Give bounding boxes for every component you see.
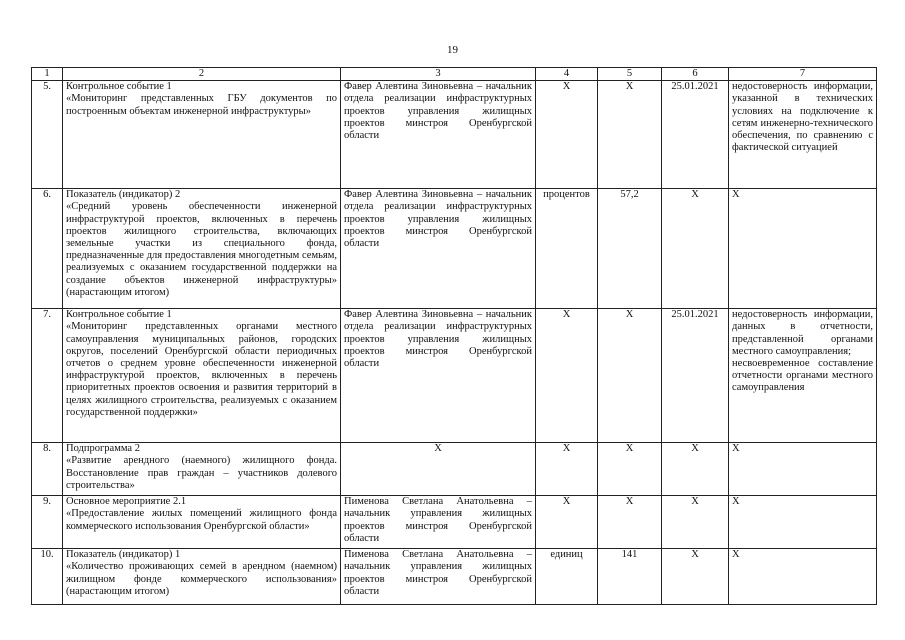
event-description: «Развитие арендного (наемного) жилищного фонда. Восстановление прав граждан – участников долевого строительства» xyxy=(66,455,337,491)
header-cell: 7 xyxy=(729,68,877,81)
value-cell: Х xyxy=(598,443,662,496)
row-number: 10. xyxy=(32,549,63,605)
table-row xyxy=(32,189,877,309)
risk-cell: недостоверность информации, указанной в технических условиях на подключение к сетям инженерно-технического обеспечения, по сравнению с фактической ситуацией xyxy=(729,81,877,189)
unit-cell: Х xyxy=(536,496,598,549)
responsible-cell: Пименова Светлана Анатольевна – начальник управления жилищных проектов минстроя Оренбургской области xyxy=(341,496,536,549)
row-number: 7. xyxy=(32,309,63,443)
header-cell: 3 xyxy=(341,68,536,81)
event-description: «Мониторинг представленных ГБУ документов по построенным объектам инженерной инфраструктуры» xyxy=(66,93,337,117)
event-type: Основное мероприятие 2.1 xyxy=(66,496,187,508)
risk-cell: Х xyxy=(729,549,877,605)
header-row xyxy=(32,68,877,81)
responsible-cell: Фавер Алевтина Зиновьевна – начальник отдела реализации инфраструктурных проектов управления жилищных проектов минстроя Оренбургской области xyxy=(341,189,536,309)
table-row xyxy=(32,309,877,443)
header-cell: 4 xyxy=(536,68,598,81)
event-type: Контрольное событие 1 xyxy=(66,309,172,321)
unit-cell: единиц xyxy=(536,549,598,605)
value-cell: 57,2 xyxy=(598,189,662,309)
row-number: 6. xyxy=(32,189,63,309)
event-description: «Мониторинг представленных органами местного самоуправления муниципальных районов, городских округов, поселений Оренбургской области периодичных отчетов о среднем уровне обеспеченности инженерной инфраструктурой проектов, включенных в перечень приоритетных проектов освоения и развития территорий в целях жилищного строительства, реализуемых с оказанием государственной поддержки» xyxy=(66,321,337,418)
event-name-cell xyxy=(63,496,341,549)
event-name-cell xyxy=(63,309,341,443)
row-number: 9. xyxy=(32,496,63,549)
risk-cell: Х xyxy=(729,189,877,309)
header-cell: 1 xyxy=(32,68,63,81)
table-row xyxy=(32,443,877,496)
row-number: 5. xyxy=(32,81,63,189)
value-cell: Х xyxy=(598,496,662,549)
event-name-cell xyxy=(63,81,341,189)
risk-item: недостоверность информации, данных в отчетности, представленной органами местного самоуправления; xyxy=(732,309,873,357)
date-cell: Х xyxy=(662,443,729,496)
event-type: Подпрограмма 2 xyxy=(66,443,140,455)
unit-cell: Х xyxy=(536,309,598,443)
event-description: «Предоставление жилых помещений жилищного фонда коммерческого использования Оренбургской области» xyxy=(66,508,337,532)
unit-cell: Х xyxy=(536,443,598,496)
event-name-cell xyxy=(63,549,341,605)
date-cell: Х xyxy=(662,549,729,605)
value-cell: Х xyxy=(598,309,662,443)
value-cell: Х xyxy=(598,81,662,189)
event-type: Показатель (индикатор) 2 xyxy=(66,189,181,201)
value-cell: 141 xyxy=(598,549,662,605)
unit-cell: процентов xyxy=(536,189,598,309)
date-cell: 25.01.2021 xyxy=(662,309,729,443)
event-name-cell xyxy=(63,189,341,309)
responsible-cell: Пименова Светлана Анатольевна – начальник управления жилищных проектов минстроя Оренбургской области xyxy=(341,549,536,605)
date-cell: Х xyxy=(662,496,729,549)
event-type: Контрольное событие 1 xyxy=(66,81,172,93)
risk-item: несвоевременное составление отчетности органами местного самоуправления xyxy=(732,358,873,394)
risk-cell: Х xyxy=(729,496,877,549)
table-row xyxy=(32,81,877,189)
table-row xyxy=(32,549,877,605)
responsible-cell: Фавер Алевтина Зиновьевна – начальник отдела реализации инфраструктурных проектов управления жилищных проектов минстроя Оренбургской области xyxy=(341,309,536,443)
event-type: Показатель (индикатор) 1 xyxy=(66,549,181,561)
row-number: 8. xyxy=(32,443,63,496)
header-cell: 2 xyxy=(63,68,341,81)
risk-cell: Х xyxy=(729,443,877,496)
risk-cell xyxy=(729,309,877,443)
table-row xyxy=(32,496,877,549)
event-description: «Средний уровень обеспеченности инженерной инфраструктурой проектов, включенных в перечень проектов жилищного строительства, включающих земельные участки из специального фонда, предназначенные для предоставления многодетным семьям, реализуемых с оказанием государственной поддержки на создание объектов инженерной инфраструктуры» (нарастающим итогом) xyxy=(66,201,337,298)
date-cell: Х xyxy=(662,189,729,309)
unit-cell: Х xyxy=(536,81,598,189)
event-description: «Количество проживающих семей в арендном (наемном) жилищном фонде коммерческого использования» (нарастающим итогом) xyxy=(66,561,337,597)
responsible-cell: Фавер Алевтина Зиновьевна – начальник отдела реализации инфраструктурных проектов управления жилищных проектов минстроя Оренбургской области xyxy=(341,81,536,189)
event-name-cell xyxy=(63,443,341,496)
responsible-cell: Х xyxy=(341,443,536,496)
header-cell: 6 xyxy=(662,68,729,81)
header-cell: 5 xyxy=(598,68,662,81)
date-cell: 25.01.2021 xyxy=(662,81,729,189)
page-number: 19 xyxy=(447,44,458,56)
plan-table xyxy=(31,67,877,605)
